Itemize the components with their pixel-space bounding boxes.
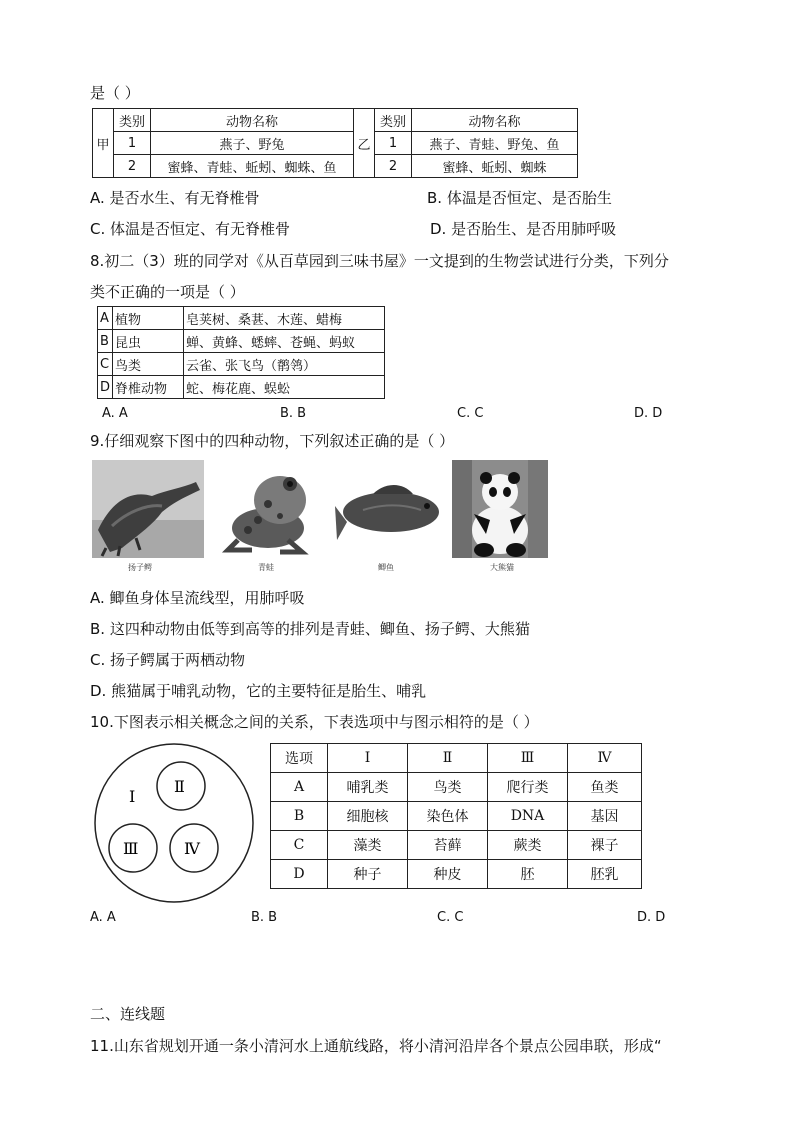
q7-yi-row2-names: 蜜蜂、蚯蚓、蜘蛛	[412, 155, 578, 178]
q11-stem: 11.山东省规划开通一条小清河水上通航线路，将小清河沿岸各个景点公园串联，形成“	[90, 1037, 662, 1055]
frog-image	[218, 460, 318, 558]
q7-option-a[interactable]: A. 是否水生、有无脊椎骨	[90, 189, 260, 207]
q7-jia-header-category: 类别	[114, 109, 151, 132]
q9-option-d[interactable]: D. 熊猫属于哺乳动物，它的主要特征是胎生、哺乳	[90, 682, 427, 700]
q10-row-a-letter: A	[271, 773, 328, 802]
q10-option-d[interactable]: D. D	[637, 910, 666, 925]
q8-stem-line2: 类不正确的一项是（ ）	[90, 283, 245, 301]
diagram-label-top: Ⅱ	[174, 777, 185, 796]
q9-option-c[interactable]: C. 扬子鳄属于两栖动物	[90, 651, 246, 669]
q10-row-d-c2: 种皮	[408, 860, 488, 889]
q7-jia-row2-category: 2	[114, 155, 151, 178]
q7-jia-row2-names: 蜜蜂、青蛙、蚯蚓、蜘蛛、鱼	[151, 155, 354, 178]
q10-option-b[interactable]: B. B	[251, 910, 278, 925]
q7-option-c[interactable]: C. 体温是否恒定、有无脊椎骨	[90, 220, 291, 238]
q8-table	[97, 306, 385, 399]
q10-row-c-c3: 蕨类	[488, 831, 568, 860]
q9-stem: 9.仔细观察下图中的四种动物，下列叙述正确的是（ ）	[90, 432, 455, 450]
q10-row-d-letter: D	[271, 860, 328, 889]
q8-option-c[interactable]: C. C	[457, 406, 484, 421]
q7-jia-header-names: 动物名称	[151, 109, 354, 132]
q8-row-d-items: 蛇、梅花鹿、蜈蚣	[184, 376, 385, 399]
q7-yi-row1-category: 1	[375, 132, 412, 155]
carp-caption: 鲫鱼	[378, 563, 394, 572]
q8-row-b-letter: B	[98, 330, 113, 353]
alligator-image	[92, 460, 204, 558]
q8-row-b-category: 昆虫	[113, 330, 184, 353]
q8-option-d[interactable]: D. D	[634, 406, 663, 421]
q10-row-d-c4: 胚乳	[568, 860, 642, 889]
q10-row-c-c1: 藻类	[328, 831, 408, 860]
q7-option-b[interactable]: B. 体温是否恒定、是否胎生	[427, 189, 612, 207]
q10-row-d-c3: 胚	[488, 860, 568, 889]
q10-header-4: Ⅳ	[568, 744, 642, 773]
q7-jia-row1-names: 燕子、野兔	[151, 132, 354, 155]
q10-row-b-c2: 染色体	[408, 802, 488, 831]
q10-row-b-c3: DNA	[488, 802, 568, 831]
panda-caption: 大熊猫	[490, 563, 514, 572]
q7-yi-header-category: 类别	[375, 109, 412, 132]
q8-row-c-category: 鸟类	[113, 353, 184, 376]
q10-row-a-c1: 哺乳类	[328, 773, 408, 802]
q7-lead: 是（ ）	[90, 84, 140, 102]
q8-row-b-items: 蝉、黄蜂、蟋蟀、苍蝇、蚂蚁	[184, 330, 385, 353]
q10-header-3: Ⅲ	[488, 744, 568, 773]
q10-row-b-letter: B	[271, 802, 328, 831]
diagram-label-right: Ⅳ	[184, 839, 200, 858]
q8-row-a-letter: A	[98, 307, 113, 330]
q10-row-c-c2: 苔藓	[408, 831, 488, 860]
diagram-label-left: Ⅲ	[123, 839, 139, 858]
q10-row-c-letter: C	[271, 831, 328, 860]
q10-row-a-c3: 爬行类	[488, 773, 568, 802]
q10-row-d-c1: 种子	[328, 860, 408, 889]
carp-image	[333, 460, 443, 558]
q10-header-2: Ⅱ	[408, 744, 488, 773]
q8-row-a-category: 植物	[113, 307, 184, 330]
q8-option-a[interactable]: A. A	[102, 406, 128, 421]
q10-stem: 10.下图表示相关概念之间的关系，下表选项中与图示相符的是（ ）	[90, 713, 539, 731]
q10-options-table	[270, 743, 642, 889]
section-title: 二、连线题	[90, 1005, 166, 1023]
q10-row-b-c4: 基因	[568, 802, 642, 831]
q10-row-b-c1: 细胞核	[328, 802, 408, 831]
q9-option-a[interactable]: A. 鲫鱼身体呈流线型，用肺呼吸	[90, 589, 305, 607]
q7-yi-row2-category: 2	[375, 155, 412, 178]
q8-row-a-items: 皂荚树、桑葚、木莲、蜡梅	[184, 307, 385, 330]
diagram-label-outer: Ⅰ	[129, 787, 136, 806]
q7-jia-label: 甲	[93, 109, 114, 178]
q10-row-a-c2: 鸟类	[408, 773, 488, 802]
q10-header-1: Ⅰ	[328, 744, 408, 773]
panda-image	[452, 460, 548, 558]
frog-caption: 青蛙	[258, 563, 274, 572]
concept-venn-diagram	[93, 742, 255, 904]
q7-classification-table	[92, 108, 578, 178]
alligator-caption: 扬子鳄	[128, 563, 152, 572]
q10-option-a[interactable]: A. A	[90, 910, 116, 925]
q7-yi-label: 乙	[354, 109, 375, 178]
q7-yi-row1-names: 燕子、青蛙、野兔、鱼	[412, 132, 578, 155]
q7-yi-header-names: 动物名称	[412, 109, 578, 132]
q10-option-c[interactable]: C. C	[437, 910, 464, 925]
q8-row-d-category: 脊椎动物	[113, 376, 184, 399]
q7-jia-row1-category: 1	[114, 132, 151, 155]
q10-row-a-c4: 鱼类	[568, 773, 642, 802]
q9-option-b[interactable]: B. 这四种动物由低等到高等的排列是青蛙、鲫鱼、扬子鳄、大熊猫	[90, 620, 530, 638]
q8-row-c-letter: C	[98, 353, 113, 376]
q10-header-option: 选项	[271, 744, 328, 773]
q8-option-b[interactable]: B. B	[280, 406, 307, 421]
q7-option-d[interactable]: D. 是否胎生、是否用肺呼吸	[430, 220, 617, 238]
q8-stem-line1: 8.初二（3）班的同学对《从百草园到三味书屋》一文提到的生物尝试进行分类，下列分	[90, 252, 669, 270]
q8-row-d-letter: D	[98, 376, 113, 399]
q10-row-c-c4: 裸子	[568, 831, 642, 860]
q8-row-c-items: 云雀、张飞鸟（鹡鸰）	[184, 353, 385, 376]
